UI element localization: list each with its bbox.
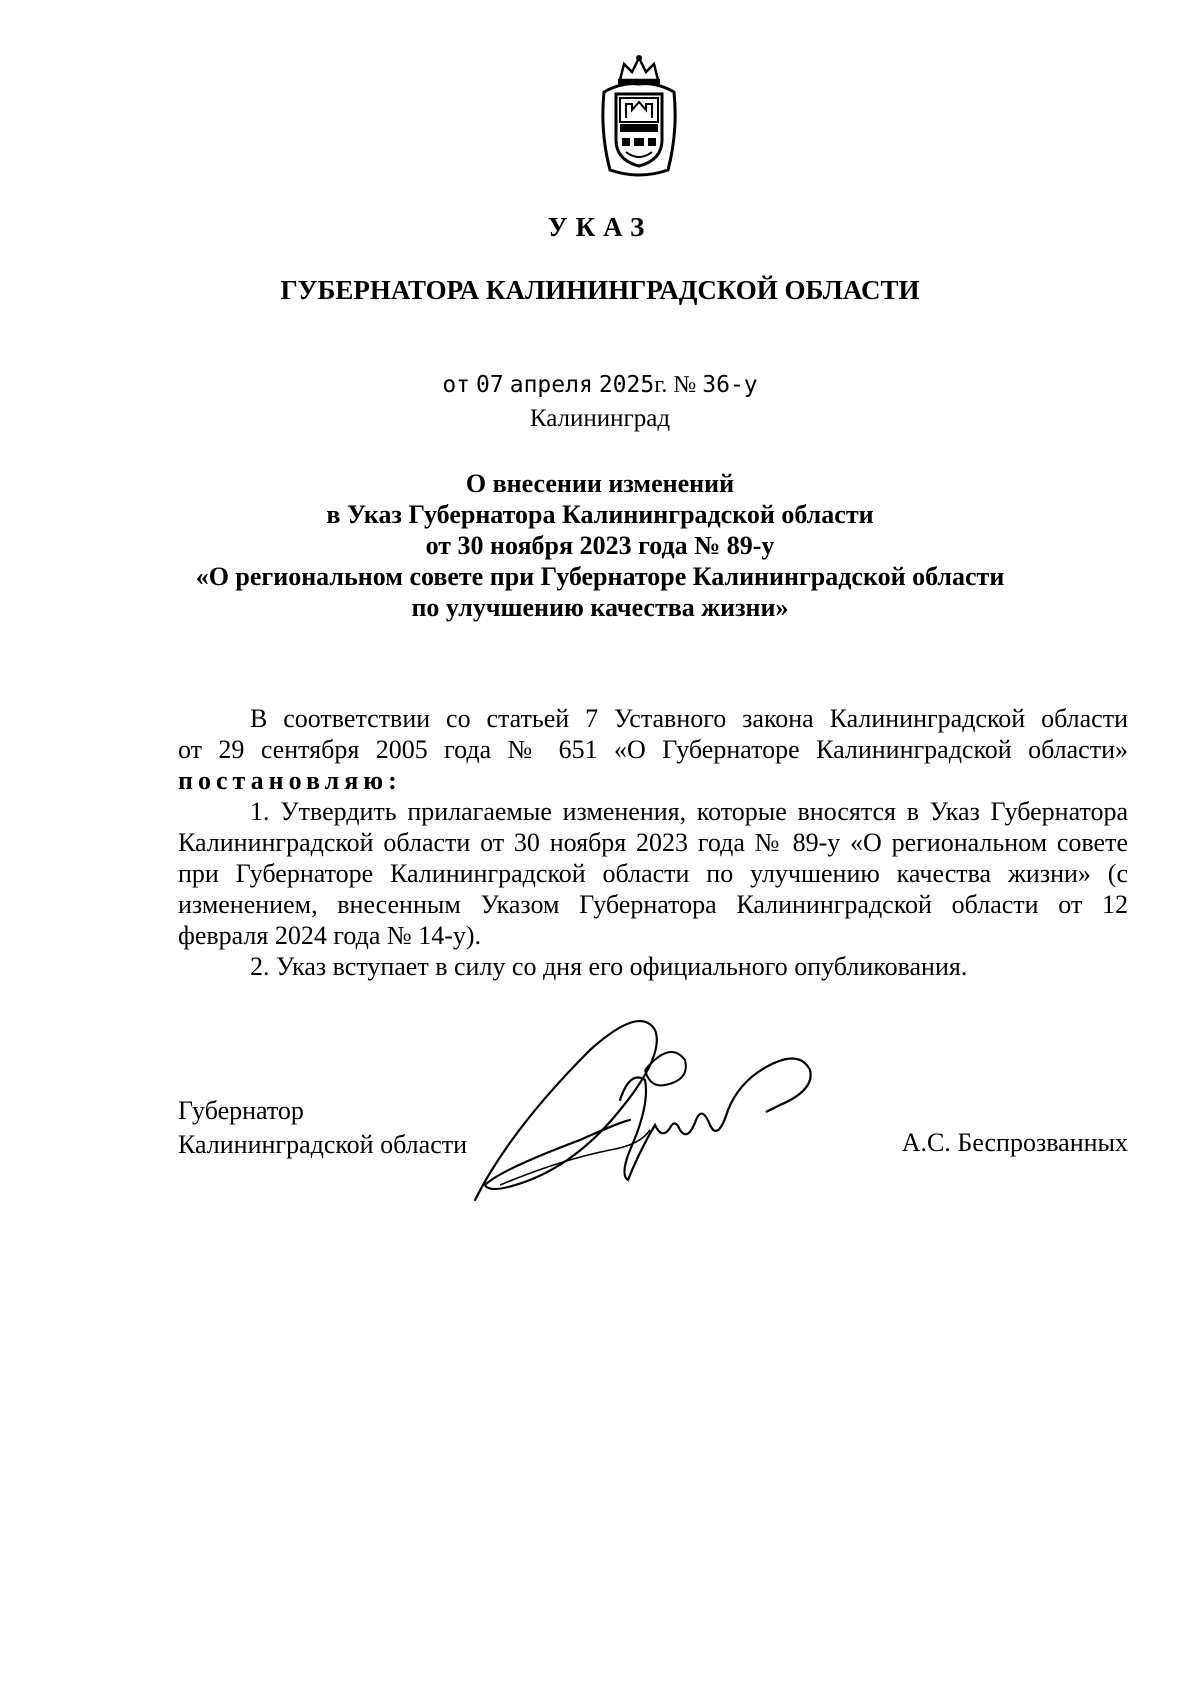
subject-line: «О региональном совете при Губернаторе Калининградской области xyxy=(195,562,1005,591)
document-title: УКАЗ xyxy=(547,212,653,242)
decree-subject xyxy=(0,468,1200,623)
decree-body xyxy=(178,703,1128,982)
decree-item-1: 1. Утвердить прилагаемые изменения, которые вносятся в Указ Губернатора Калининградской области от 30 ноября 2023 года № 89-у «О региональном совете при Губернаторе Калининградской области по улучшению качества жизни» (с изменением, внесенным Указом Губернатора Калининградской области от 12 февраля 2024 года № 14-у). xyxy=(178,797,1128,950)
date-year-suffix: г. xyxy=(654,372,668,398)
date-month: апреля xyxy=(509,372,593,398)
subject-line: от 30 ноября 2023 года № 89-у xyxy=(425,531,775,560)
position-line: Губернатор xyxy=(178,1096,304,1125)
city: Калининград xyxy=(529,405,671,432)
signatory-name: А.С. Беспрозванных xyxy=(901,1128,1128,1157)
date-line xyxy=(0,372,1200,399)
subject-line: О внесении изменений xyxy=(465,469,735,498)
subject-line: в Указ Губернатора Калининградской области xyxy=(326,500,874,529)
date-prefix: от xyxy=(442,372,471,398)
signatory-position xyxy=(178,1094,467,1162)
handwritten-signature-icon xyxy=(470,1010,870,1210)
decree-item-2: 2. Указ вступает в силу со дня его официального опубликования. xyxy=(250,952,968,981)
subject-line: по улучшению качества жизни» xyxy=(411,593,789,622)
coat-of-arms-icon xyxy=(590,52,688,182)
decree-word: постановляю: xyxy=(178,766,402,795)
date-year: 2025 xyxy=(598,372,655,398)
issuing-authority: ГУБЕРНАТОРА КАЛИНИНГРАДСКОЙ ОБЛАСТИ xyxy=(280,275,920,305)
position-line: Калининградской области xyxy=(178,1130,468,1159)
preamble-line: В соответствии со статьей 7 Уставного закона Калининградской области xyxy=(250,704,1128,733)
date-day: 07 xyxy=(476,372,504,398)
decree-number: 36-у xyxy=(702,372,758,398)
preamble-line: от 29 сентября 2005 года № 651 «О Губернаторе Калининградской области» xyxy=(178,735,1128,764)
number-sign: № xyxy=(673,372,697,398)
